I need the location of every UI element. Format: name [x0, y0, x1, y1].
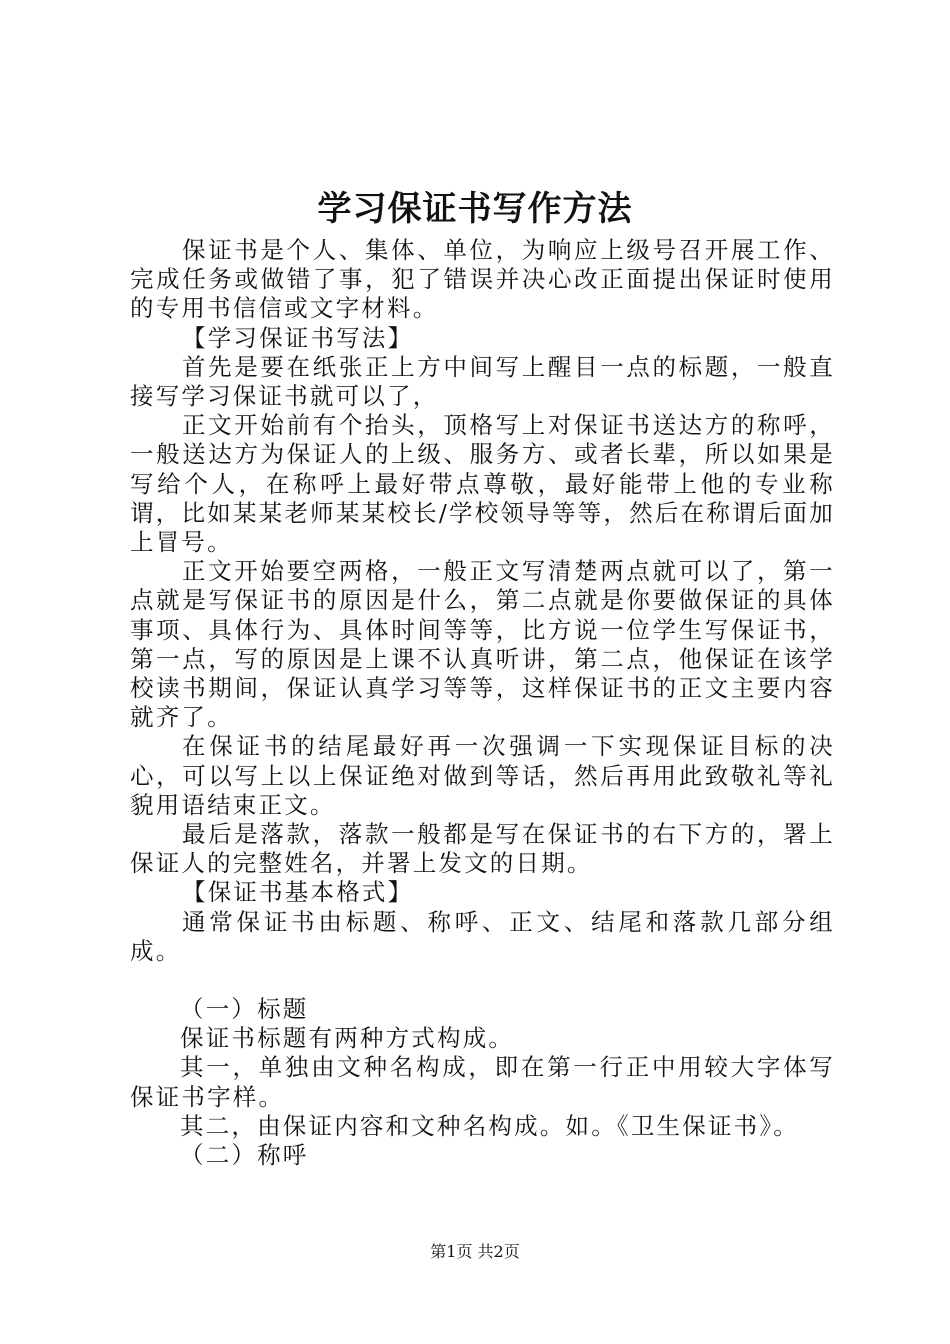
paragraph-format-overview: 通常保证书由标题、称呼、正文、结尾和落款几部分组成。	[130, 907, 835, 965]
blank-line	[130, 966, 835, 995]
section-heading-salutation: （二）称呼	[180, 1141, 309, 1170]
paragraph-body-step: 正文开始要空两格，一般正文写清楚两点就可以了，第一点就是写保证书的原因是什么，第二点就是你要做保证的具体事项、具体行为、具体时间等等，比方说一位学生写保证书，第一点，写的原因是上课不认真听讲，第二点，他保证在该学校读书期间，保证认真学习等等，这样保证书的正文主要内容就齐了。	[130, 557, 835, 732]
paragraph-salutation-step: 正文开始前有个抬头，顶格写上对保证书送达方的称呼，一般送达方为保证人的上级、服务方、或者长辈，所以如果是写给个人，在称呼上最好带点尊敬，最好能带上他的专业称谓，比如某某老师某某校长/学校领导等等，然后在称谓后面加上冒号。	[130, 411, 835, 557]
paragraph-ending-step: 在保证书的结尾最好再一次强调一下实现保证目标的决心，可以写上以上保证绝对做到等话，然后再用此致敬礼等礼貌用语结束正文。	[130, 732, 835, 819]
paragraph-title-step: 首先是要在纸张正上方中间写上醒目一点的标题，一般直接写学习保证书就可以了，	[130, 352, 835, 411]
paragraph-title-form-two: 其二，由保证内容和文种名构成。如。《卫生保证书》。	[180, 1111, 799, 1140]
paragraph-title-form-one: 其一，单独由文种名构成，即在第一行正中用较大字体写保证书字样。	[130, 1053, 835, 1111]
page-footer: 第1页 共2页	[430, 1242, 520, 1261]
paragraph-signature-step: 最后是落款，落款一般都是写在保证书的右下方的，署上保证人的完整姓名，并署上发文的日期。	[130, 820, 835, 878]
heading-basic-format: 【保证书基本格式】	[182, 878, 414, 907]
paragraph-title-forms: 保证书标题有两种方式构成。	[180, 1024, 515, 1053]
document-title: 学习保证书写作方法	[317, 189, 633, 229]
heading-writing-method: 【学习保证书写法】	[182, 323, 414, 352]
document-body	[130, 236, 835, 1170]
section-heading-title: （一）标题	[180, 995, 309, 1024]
paragraph-intro: 保证书是个人、集体、单位，为响应上级号召开展工作、完成任务或做错了事，犯了错误并决心改正面提出保证时使用的专用书信信或文字材料。	[130, 236, 835, 323]
